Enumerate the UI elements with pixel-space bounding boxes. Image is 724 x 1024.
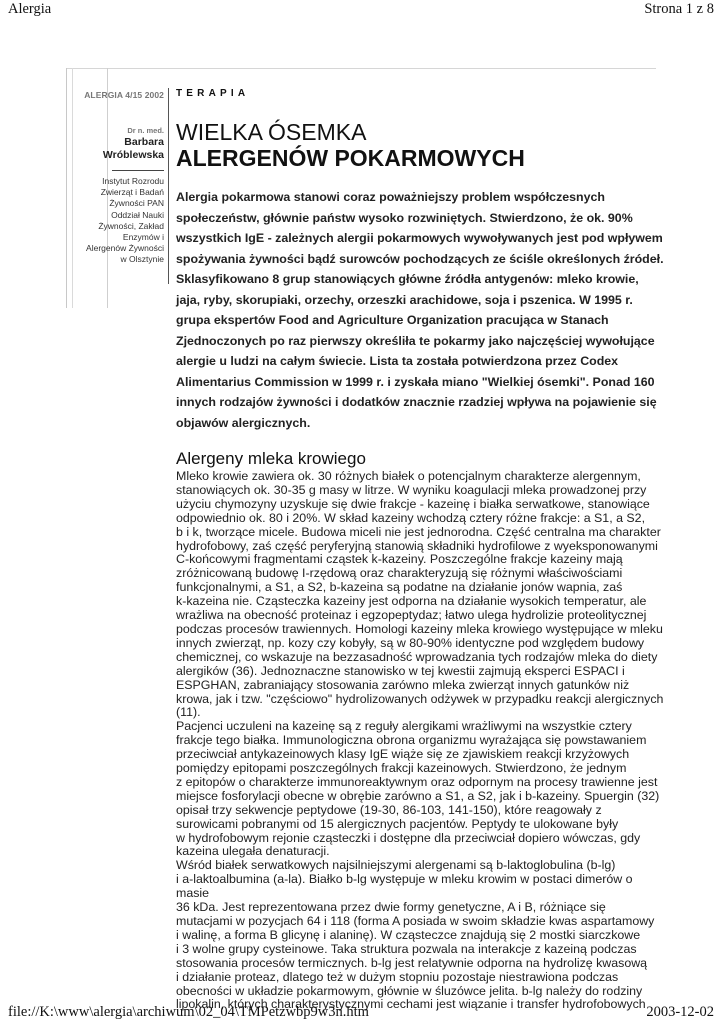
print-header <box>0 1 724 21</box>
section-label: TERAPIA <box>176 88 250 99</box>
article <box>176 88 666 1012</box>
footer-date: 2003-12-02 <box>646 1004 714 1020</box>
header-site-title: Alergia <box>8 1 52 17</box>
author-sidebar <box>76 90 164 266</box>
article-title-line-1: WIELKA ÓSEMKA <box>176 119 367 145</box>
footer-file-path: file://K:\www\alergia\archiwum\02_04\TMPetzwbp9w3n.htm <box>8 1004 369 1020</box>
print-footer <box>0 1004 724 1024</box>
affiliation-divider <box>112 170 164 171</box>
section-body-milk: Mleko krowie zawiera ok. 30 różnych białek o potencjalnym charakterze alergennym, stanowiących ok. 30-35 g masy w litrze. W wyniku koagulacji mleka prowadzonej przy użyciu chymozyny uzyskuje się dwie frakcje - kazeinę i białka serwatkowe, stanowiące odpowiednio ok. 80 i 20%. W skład kazeiny wchodzą cztery różne frakcje: a S1, a S2, b i k, tworzące micele. Budowa miceli nie jest jednorodna. Część centralna ma charakter hydrofobowy, zaś część peryferyjną stanowią składniki hydrofilowe z wyeksponowanymi C-końcowymi fragmentami cząstek k-kazeiny. Poszczególne frakcje kazeiny mają zróżnicowaną budowę I-rzędową oraz charakteryzują się różnymi właściwościami funkcjonalnymi, a S1, a S2, b-kazeina są podatne na działanie jonów wapnia, zaś k-kazeina nie. Cząsteczka kazeiny jest odporna na działanie wysokich temperatur, ale wrażliwa na obecność proteinaz i egzopeptydaz; łatwo ulega hydrolizie proteolitycznej podczas procesów trawiennych. Homologi kazeiny mleka krowiego występujące w mleku innych zwierząt, np. kozy czy kobyły, są w 80-90% identyczne pod względem budowy chemicznej, co wskazuje na bezzasadność wprowadzania tych rodzajów mleka do diety alergików (36). Jednoznaczne stanowisko w tej kwestii zajmują eksperci ESPACI i ESPGHAN, zabraniający stosowania zarówno mleka zwierząt innych gatunków niż krowa, jak i tzw. "częściowo" hydrolizowanych odżywek w przypadku reakcji alergicznych (11). Pacjenci uczuleni na kazeinę są z reguły alergikami wrażliwymi na wszystkie cztery frakcje tego białka. Immunologiczna obrona organizmu wyrażająca się powstawaniem przeciwciał antykazeinowych klasy IgE wiąże się ze zjawiskiem reakcji krzyżowych pomiędzy epitopami poszczególnych frakcji kazeinowych. Stwierdzono, że jednym z epitopów o charakterze immunoreaktywnym oraz odpornym na procesy trawienne jest miejsce fosforylacji obecne w obrębie zarówno a S1, a S2, jak i b-kazeiny. Spuergin (32) opisał trzy sekwencje peptydowe (19-30, 86-103, 141-150), które reagowały z surowicami pobranymi od 15 alergicznych pacjentów. Peptydy te ulokowane były w hydrofobowym rejonie cząsteczki i dostępne dla przeciwciał dopiero wówczas, gdy kazeina ulegała denaturacji. Wśród białek serwatkowych najsilniejszymi alergenami są b-laktoglobulina (b-lg) i a-laktoalbumina (a-la). Białko b-lg występuje w mleku krowim w postaci dimerów o masie 36 kDa. Jest reprezentowana przez dwie formy genetyczne, A i B, różniące się mutacjami w pozycjach 64 i 118 (forma A posiada w swoim składzie kwas aspartamowy i walinę, a forma B glicynę i alaninę). W cząsteczce znajdują się 2 mostki siarczkowe i 3 wolne grupy cysteinowe. Taka struktura pozwala na interakcje z kazeiną podczas stosowania procesów termicznych. b-lg jest relatywnie odporna na hydrolizę kwasową i działanie proteaz, dlatego też w dużym stopniu pozostaje niestrawiona podczas obecności w układzie pokarmowym, głównie w śluzówce jelita. b-lg należy do rodziny lipokalin, których charakterystycznymi cechami jest wiązanie i transfer hydrofobowych <box>176 469 664 1012</box>
page-top-border <box>66 68 656 69</box>
author-first-name: Barbara <box>124 136 164 148</box>
author-degree: Dr n. med. <box>127 126 164 135</box>
author-last-name: Wróblewska <box>102 149 164 161</box>
author-affiliation: Instytut Rozrodu Zwierząt i Badań Żywności PAN Oddział Nauki Żywności, Zakład Enzymów i Alergenów Żywności w Olsztynie <box>86 176 164 265</box>
article-title-line-2: ALERGENÓW POKARMOWYCH <box>176 145 525 171</box>
column-divider <box>168 88 169 284</box>
header-page-number: Strona 1 z 8 <box>644 1 714 17</box>
journal-issue: ALERGIA 4/15 2002 <box>84 90 164 100</box>
article-lead: Alergia pokarmowa stanowi coraz poważniejszy problem współczesnych społeczeństw, głównie państw wysoko rozwiniętych. Stwierdzono, że ok. 90% wszystkich IgE - zależnych alergii pokarmowych wywoływanych jest pod wpływem spożywania żywności bądź surowców pochodzących ze ściśle określonych źródeł. Sklasyfikowano 8 grup stanowiących główne źródła antygenów: mleko krowie, jaja, ryby, skorupiaki, orzechy, orzeszki arachidowe, soja i pszenica. W 1995 r. grupa ekspertów Food and Agriculture Organization pracująca w Stanach Zjednoczonych po raz pierwszy określiła te pokarmy jako najczęściej wywołujące alergie u ludzi na całym świecie. Lista ta została potwierdzona przez Codex Alimentarius Commission w 1999 r. i zyskała miano "Wielkiej ósemki". Ponad 160 innych rodzajów żywności i dodatków znacznie rzadziej wpływa na pojawienie się objawów alergicznych. <box>176 190 664 430</box>
section-heading-milk: Alergeny mleka krowiego <box>176 449 366 468</box>
